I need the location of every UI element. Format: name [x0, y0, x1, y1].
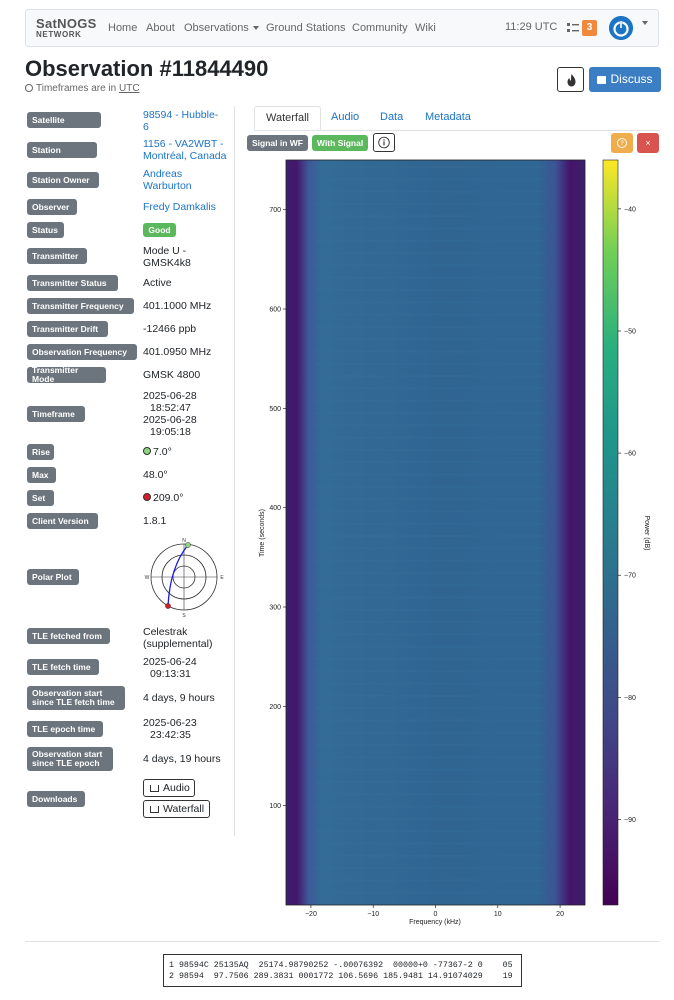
vetting-help-button[interactable]: [611, 133, 633, 153]
satellite-link[interactable]: [143, 109, 218, 133]
waterfall-scanline: [316, 203, 545, 205]
waterfall-scanline: [316, 584, 545, 586]
nav-observations[interactable]: [184, 21, 259, 35]
x-axis-label: Frequency (kHz): [409, 919, 461, 926]
tle-source-line2: (supplemental): [143, 638, 213, 650]
fire-icon: [558, 68, 585, 93]
obs-start-since-tle-epoch-value: 4 days, 19 hours: [143, 753, 221, 765]
waterfall-scanline: [316, 375, 545, 377]
tle-epoch-time-value: [143, 717, 197, 741]
user-avatar-icon[interactable]: [609, 16, 633, 40]
label-client-version: Client Version: [27, 513, 98, 529]
info-button[interactable]: [373, 133, 395, 152]
satnogs-logo[interactable]: [36, 16, 97, 43]
rise-dot-icon: [143, 447, 151, 455]
tasks-icon[interactable]: [567, 22, 579, 34]
station-owner-link[interactable]: [143, 168, 192, 192]
waterfall-scanline: [316, 191, 545, 193]
colorbar-tick-label: −40: [624, 206, 636, 214]
y-tick-label: 100: [269, 803, 281, 811]
colorbar-ticks: [618, 206, 636, 824]
tle-line1: 1 98594C 25135AQ 25174.98790252 -.00076392 00000+0 -77367-2 0 05: [169, 961, 513, 970]
chevron-down-icon: [253, 26, 259, 30]
waterfall-scanline: [316, 609, 545, 611]
colorbar-label: Power (dB): [643, 515, 650, 551]
label-observer: Observer: [27, 199, 77, 215]
label-timeframe: Timeframe: [27, 406, 85, 422]
label-tle-fetch-time: TLE fetch time: [27, 659, 99, 675]
nav-ground-stations[interactable]: Ground Stations: [266, 22, 346, 34]
label-obs-start-since-tle-fetch-line2: since TLE fetch time: [32, 697, 115, 707]
y-tick-label: 600: [269, 306, 281, 314]
waterfall-scanline: [316, 744, 545, 746]
x-tick-label: 20: [556, 911, 564, 918]
tle-fetch-clock: 09:13:31: [150, 668, 191, 680]
waterfall-scanline: [316, 264, 545, 266]
timeframe-end-time: 19:05:18: [150, 426, 191, 438]
signal-in-wf-button[interactable]: Signal in WF: [247, 135, 308, 151]
download-audio-label: Audio: [163, 782, 190, 794]
label-transmitter: Transmitter: [27, 248, 87, 264]
waterfall-scanline: [316, 412, 545, 414]
waterfall-scanline: [316, 400, 545, 402]
waterfall-scanline: [316, 818, 545, 820]
column-divider: [234, 106, 235, 836]
comment-icon: [597, 76, 606, 84]
waterfall-scanline: [316, 289, 545, 291]
max-value: 48.0°: [143, 469, 168, 481]
waterfall-scanline: [316, 178, 545, 180]
tle-box: [163, 954, 522, 987]
label-observation-frequency: Observation Frequency: [27, 344, 137, 360]
utc-link[interactable]: UTC: [119, 83, 140, 94]
label-set: Set: [27, 490, 54, 506]
colorbar-tick-label: −70: [624, 572, 636, 580]
download-audio-button[interactable]: [143, 779, 195, 797]
station-value-line2: Montréal, Canada: [143, 150, 227, 162]
waterfall-scanline: [316, 363, 545, 365]
waterfall-scanline: [316, 510, 545, 512]
waterfall-scanline: [316, 351, 545, 353]
waterfall-scanline: [316, 683, 545, 685]
tab-metadata[interactable]: Metadata: [425, 111, 471, 123]
tle-source-line1: Celestrak: [143, 626, 188, 638]
waterfall-scanline: [316, 830, 545, 832]
tab-bar: [254, 106, 660, 131]
x-tick-label: −20: [304, 911, 317, 918]
download-icon: [150, 806, 159, 813]
x-tick-label: 0: [433, 911, 438, 918]
waterfall-scanline: [316, 658, 545, 660]
nav-about[interactable]: About: [146, 22, 175, 34]
waterfall-scanline: [316, 240, 545, 242]
x-tick-label: 10: [493, 911, 502, 918]
y-tick-label: 700: [269, 207, 281, 215]
label-tle-fetched-from: TLE fetched from: [27, 628, 110, 644]
waterfall-scanline: [316, 215, 545, 217]
label-satellite: Satellite: [27, 112, 101, 128]
page-title: Observation #11844490: [25, 56, 269, 81]
station-value-line1: 1156 - VA2WBT -: [143, 138, 224, 150]
download-icon: [150, 785, 159, 792]
tle-epoch-date: 2025-06-23: [143, 717, 197, 729]
polar-rise-marker: [185, 542, 190, 547]
x-axis-ticks: [305, 905, 564, 918]
waterfall-scanline: [316, 252, 545, 254]
timeframes-note: [25, 83, 140, 95]
waterfall-chart[interactable]: [254, 155, 660, 930]
waterfall-scanline: [316, 732, 545, 734]
y-tick-label: 400: [269, 505, 281, 513]
transmitter-mode-value: GMSK 4800: [143, 369, 201, 381]
waterfall-scanline: [316, 892, 545, 894]
waterfall-scanline: [316, 314, 545, 316]
tle-epoch-clock: 23:42:35: [150, 729, 191, 741]
utc-time: 11:29 UTC: [505, 21, 558, 33]
nav-observations-label: Observations: [184, 22, 249, 34]
discuss-label: Discuss: [610, 72, 653, 86]
rise-value: [143, 446, 172, 458]
label-tle-epoch-time: TLE epoch time: [27, 721, 103, 737]
timeframe-start-date: 2025-06-28: [143, 390, 197, 402]
colorbar-tick-label: −80: [624, 694, 636, 702]
tab-audio[interactable]: Audio: [331, 111, 360, 123]
y-tick-label: 300: [269, 604, 281, 612]
waterfall-scanline: [316, 547, 545, 549]
tle-fetched-from-value: [143, 626, 212, 650]
user-menu-chevron-icon[interactable]: [642, 21, 648, 25]
svg-text:?: ?: [620, 141, 624, 148]
label-obs-start-since-tle-fetch: [27, 686, 125, 710]
waterfall-scanline: [316, 793, 545, 795]
brand-line2: NETWORK: [36, 30, 82, 39]
client-version-value: 1.8.1: [143, 515, 167, 527]
waterfall-scanline: [316, 879, 545, 881]
obs-start-since-tle-fetch-value: 4 days, 9 hours: [143, 692, 215, 704]
waterfall-scanline: [316, 387, 545, 389]
y-axis-label: Time (seconds): [259, 509, 266, 557]
label-transmitter-status: Transmitter Status: [27, 275, 118, 291]
footer-divider: [25, 941, 659, 942]
label-station: Station: [27, 142, 97, 158]
station-owner-line1: Andreas: [143, 168, 183, 180]
transmitter-status-value: Active: [143, 277, 172, 289]
tle-line2: 2 98594 97.7506 289.3831 0001772 106.5696 185.9481 14.91074029 19: [169, 972, 513, 981]
timeframe-end-date: 2025-06-28: [143, 414, 197, 426]
label-downloads: Downloads: [27, 791, 85, 807]
waterfall-scanline: [316, 855, 545, 857]
with-signal-button[interactable]: With Signal: [312, 135, 368, 151]
set-dot-icon: [143, 493, 151, 501]
colorbar: [603, 160, 618, 905]
tle-fetch-time-value: [143, 656, 197, 680]
brand-line1: SatNOGS: [36, 16, 97, 31]
transmitter-value-line2: GMSK4k8: [143, 257, 191, 269]
waterfall-scanline: [316, 843, 545, 845]
waterfall-scanline: [316, 461, 545, 463]
polar-label-n: N: [182, 538, 186, 544]
waterfall-scanline: [316, 633, 545, 635]
fire-button[interactable]: [557, 67, 584, 92]
polar-label-s: S: [182, 613, 186, 619]
station-owner-line2: Warburton: [143, 180, 192, 192]
satellite-value-line1: 98594 - Hubble-: [143, 109, 219, 121]
label-obs-start-since-tle-epoch: [27, 747, 113, 771]
y-axis-ticks: [269, 207, 286, 810]
waterfall-scanline: [316, 621, 545, 623]
waterfall-scanline: [316, 720, 545, 722]
download-waterfall-label: Waterfall: [163, 803, 205, 815]
colorbar-tick-label: −90: [624, 817, 636, 825]
waterfall-scanline: [316, 560, 545, 562]
waterfall-scanline: [316, 806, 545, 808]
set-value: [143, 492, 183, 504]
nav-community[interactable]: Community: [352, 22, 408, 34]
label-polar-plot: Polar Plot: [27, 569, 79, 585]
waterfall-scanline: [316, 277, 545, 279]
waterfall-scanline: [316, 338, 545, 340]
station-link[interactable]: [143, 138, 226, 162]
x-tick-label: −10: [367, 911, 380, 918]
y-tick-label: 200: [269, 703, 281, 711]
set-degrees: 209.0°: [153, 492, 184, 504]
label-transmitter-frequency: Transmitter Frequency: [27, 298, 134, 314]
waterfall-scanline: [316, 695, 545, 697]
transmitter-value-line1: Mode U -: [143, 245, 187, 257]
waterfall-scanline: [316, 670, 545, 672]
waterfall-scanline: [316, 769, 545, 771]
polar-label-e: E: [220, 575, 224, 581]
question-icon: [611, 133, 633, 153]
vet-bad-button[interactable]: ×: [637, 133, 659, 153]
waterfall-scanline: [316, 535, 545, 537]
label-rise: Rise: [27, 444, 54, 460]
observation-frequency-value: 401.0950 MHz: [143, 346, 212, 358]
download-waterfall-button[interactable]: [143, 800, 210, 818]
rise-degrees: 7.0°: [153, 446, 172, 458]
tle-fetch-date: 2025-06-24: [143, 656, 197, 668]
waterfall-scanline: [316, 781, 545, 783]
satellite-value-line2: 6: [143, 121, 149, 133]
polar-plot: [143, 537, 225, 619]
label-transmitter-mode: Transmitter Mode: [27, 367, 106, 383]
waterfall-scanline: [316, 449, 545, 451]
status-badge: Good: [143, 223, 176, 237]
waterfall-scanline: [316, 301, 545, 303]
waterfall-scanline: [316, 572, 545, 574]
polar-set-marker: [165, 603, 170, 608]
waterfall-scanline: [316, 326, 545, 328]
waterfall-scanline: [316, 228, 545, 230]
timeframe-value: [143, 390, 197, 438]
timeframes-text: Timeframes are in: [36, 83, 117, 94]
label-obs-start-since-tle-fetch-line1: Observation start: [32, 688, 103, 698]
label-max: Max: [27, 467, 56, 483]
timeframe-start-time: 18:52:47: [150, 402, 191, 414]
transmitter-frequency-value: 401.1000 MHz: [143, 300, 212, 312]
label-obs-start-since-tle-epoch-line2: since TLE epoch: [32, 758, 100, 768]
polar-pass-track: [168, 545, 188, 606]
transmitter-value: [143, 245, 191, 269]
waterfall-scanline: [316, 707, 545, 709]
task-count-badge[interactable]: 3: [582, 20, 597, 36]
colorbar-tick-label: −50: [624, 328, 636, 336]
nav-wiki[interactable]: Wiki: [415, 22, 436, 34]
clock-icon: [25, 84, 33, 92]
waterfall-scanline: [316, 166, 545, 168]
waterfall-scanline: [316, 597, 545, 599]
tab-data[interactable]: Data: [380, 111, 404, 123]
transmitter-drift-value: -12466 ppb: [143, 323, 197, 335]
waterfall-scanline: [316, 867, 545, 869]
waterfall-scanline: [316, 486, 545, 488]
waterfall-scanline: [316, 437, 545, 439]
waterfall-scanline: [316, 756, 545, 758]
label-status: Status: [27, 222, 64, 238]
observer-link[interactable]: Fredy Damkalis: [143, 201, 216, 213]
label-station-owner: Station Owner: [27, 172, 99, 188]
y-tick-label: 500: [269, 405, 281, 413]
waterfall-scanline: [316, 474, 545, 476]
polar-label-w: W: [144, 575, 150, 581]
tab-waterfall[interactable]: Waterfall: [254, 106, 321, 130]
waterfall-scanline: [316, 523, 545, 525]
colorbar-tick-label: −60: [624, 450, 636, 458]
waterfall-plot-area: [286, 160, 585, 905]
waterfall-scanline: [316, 498, 545, 500]
discuss-button[interactable]: [589, 67, 661, 92]
info-icon: [374, 134, 394, 151]
nav-home[interactable]: Home: [108, 22, 138, 34]
navbar: [25, 9, 659, 47]
label-transmitter-drift: Transmitter Drift: [27, 321, 108, 337]
waterfall-scanline: [316, 646, 545, 648]
waterfall-scanline: [316, 424, 545, 426]
label-obs-start-since-tle-epoch-line1: Observation start: [32, 749, 103, 759]
